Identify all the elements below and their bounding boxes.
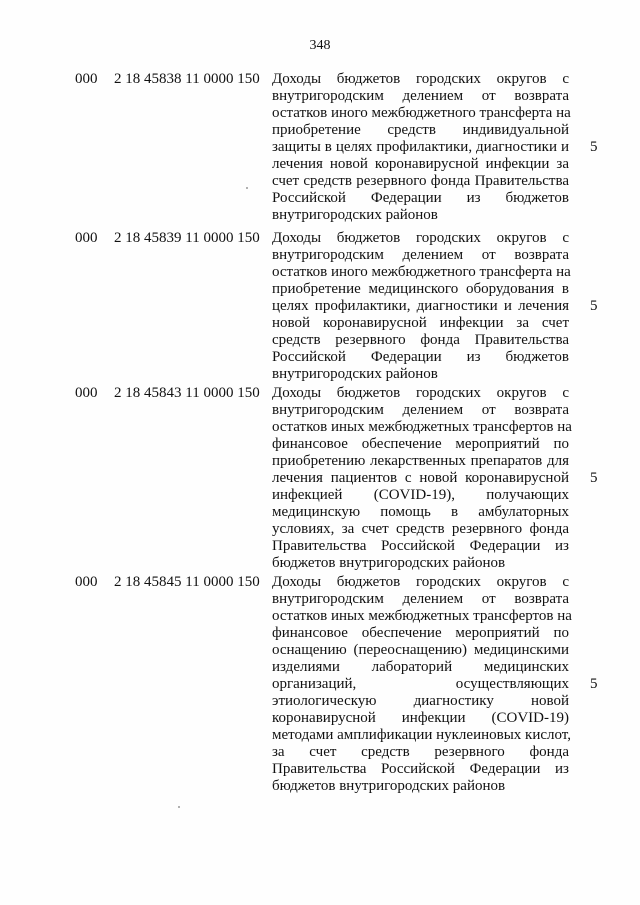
description-line: приобретение медицинского оборудования в bbox=[272, 281, 569, 297]
description-line: методами амплификации нуклеиновых кислот, bbox=[272, 727, 571, 743]
description-line: остатков иного межбюджетного трансферта на bbox=[272, 105, 571, 121]
page-number: 348 bbox=[309, 38, 331, 53]
description-line: остатков иных межбюджетных трансфертов на bbox=[272, 419, 572, 435]
kbk-code: 2 18 45838 11 0000 150 bbox=[114, 71, 260, 87]
admin-code: 000 bbox=[75, 385, 98, 401]
admin-code: 000 bbox=[75, 574, 98, 590]
row-description bbox=[272, 385, 572, 572]
description-line: инфекцией (COVID-19), получающих bbox=[272, 487, 569, 503]
description-line: лечения новой коронавирусной инфекции за bbox=[272, 156, 569, 172]
amount-value: 5 bbox=[590, 470, 598, 486]
description-line: приобретение средств индивидуальной bbox=[272, 122, 569, 138]
description-line: Доходы бюджетов городских округов с bbox=[272, 71, 569, 87]
description-line: этиологическую диагностику новой bbox=[272, 693, 569, 709]
description-line: счет средств резервного фонда Правительства bbox=[272, 173, 569, 189]
description-line: Российской Федерации из бюджетов bbox=[272, 190, 569, 206]
description-line: остатков иных межбюджетных трансфертов на bbox=[272, 608, 572, 624]
description-line: Российской Федерации из бюджетов bbox=[272, 349, 569, 365]
description-line: внутригородским делением от возврата bbox=[272, 591, 569, 607]
kbk-code: 2 18 45839 11 0000 150 bbox=[114, 230, 260, 246]
description-line: финансовое обеспечение мероприятий по bbox=[272, 436, 569, 452]
description-line: внутригородским делением от возврата bbox=[272, 247, 569, 263]
description-line: финансовое обеспечение мероприятий по bbox=[272, 625, 569, 641]
description-line: новой коронавирусной инфекции за счет bbox=[272, 315, 569, 331]
description-line: защиты в целях профилактики, диагностики и bbox=[272, 139, 569, 155]
description-line: медицинскую помощь в амбулаторных bbox=[272, 504, 569, 520]
description-line: целях профилактики, диагностики и лечения bbox=[272, 298, 569, 314]
scan-speck bbox=[246, 187, 248, 189]
admin-code: 000 bbox=[75, 230, 98, 246]
description-line: за счет средств резервного фонда bbox=[272, 744, 569, 760]
description-line: внутригородских районов bbox=[272, 207, 438, 223]
description-line: лечения пациентов с новой коронавирусной bbox=[272, 470, 569, 486]
amount-value: 5 bbox=[590, 139, 598, 155]
description-line: Доходы бюджетов городских округов с bbox=[272, 385, 569, 401]
description-line: приобретению лекарственных препаратов для bbox=[272, 453, 569, 469]
row-description bbox=[272, 71, 569, 224]
amount-value: 5 bbox=[590, 298, 598, 314]
description-line: условиях, за счет средств резервного фонда bbox=[272, 521, 569, 537]
scan-speck bbox=[178, 806, 180, 808]
kbk-code: 2 18 45845 11 0000 150 bbox=[114, 574, 260, 590]
description-line: внутригородским делением от возврата bbox=[272, 88, 569, 104]
row-description bbox=[272, 230, 569, 383]
amount-value: 5 bbox=[590, 676, 598, 692]
description-line: Правительства Российской Федерации из bbox=[272, 538, 569, 554]
description-line: остатков иного межбюджетного трансферта на bbox=[272, 264, 571, 280]
description-line: бюджетов внутригородских районов bbox=[272, 778, 506, 794]
description-line: бюджетов внутригородских районов bbox=[272, 555, 506, 571]
description-line: изделиями лабораторий медицинских bbox=[272, 659, 569, 675]
description-line: внутригородских районов bbox=[272, 366, 438, 382]
row-description bbox=[272, 574, 572, 795]
description-line: коронавирусной инфекции (COVID-19) bbox=[272, 710, 569, 726]
description-line: оснащению (переоснащению) медицинскими bbox=[272, 642, 569, 658]
description-line: внутригородским делением от возврата bbox=[272, 402, 569, 418]
description-line: Доходы бюджетов городских округов с bbox=[272, 574, 569, 590]
description-line: средств резервного фонда Правительства bbox=[272, 332, 569, 348]
admin-code: 000 bbox=[75, 71, 98, 87]
description-line: организаций, осуществляющих bbox=[272, 676, 569, 692]
description-line: Правительства Российской Федерации из bbox=[272, 761, 569, 777]
kbk-code: 2 18 45843 11 0000 150 bbox=[114, 385, 260, 401]
description-line: Доходы бюджетов городских округов с bbox=[272, 230, 569, 246]
